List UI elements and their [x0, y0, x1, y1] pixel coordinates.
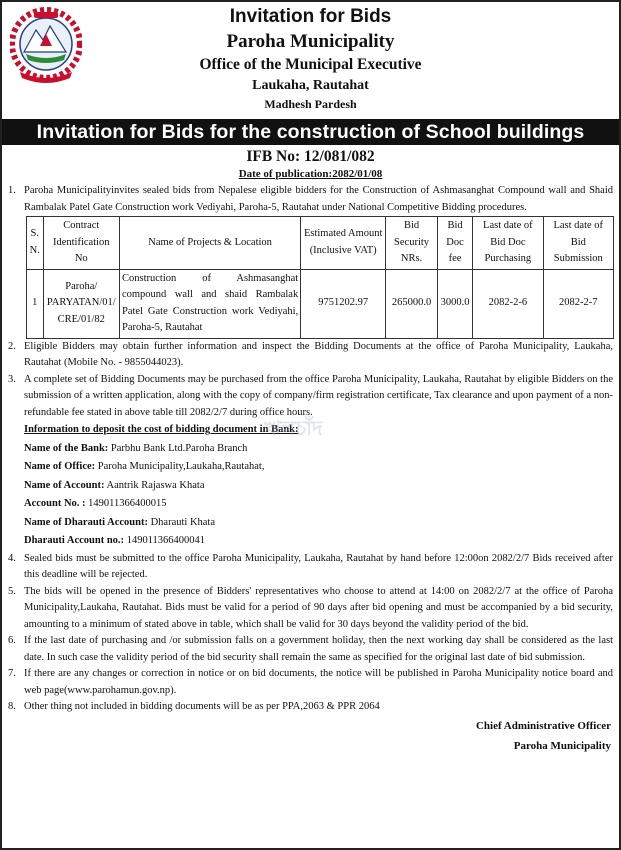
- table-header-row: [27, 217, 614, 270]
- item-text: The bids will be opened in the presence of Bidders' representatives who choose to attend at 14:00 on 2082/2/7 at the office of Paroha Municipality,Laukaha, Rautahat. Bids must be valid for a period of 90 days after bid opening and must be accompanied by a bid security, amounting to a minimum of stated above in table, which shall be valid for 30 days beyond the validity period of the bid.: [24, 585, 613, 630]
- bank-row: [24, 495, 613, 514]
- province-name: Madhesh Pardesh: [264, 97, 357, 111]
- bank-row: [24, 440, 613, 459]
- bank-value: Aantrik Rajaswa Khata: [106, 479, 205, 491]
- notice-body: [2, 181, 619, 756]
- table-header-cell: Last date of Bid Doc Purchasing: [473, 217, 543, 270]
- bank-information: [8, 421, 613, 551]
- signatory-title: Chief Administrative Officer: [475, 719, 611, 732]
- item-text: Sealed bids must be submitted to the office Paroha Municipality, Laukaha, Rautahat by hand before 12:00on 2082/2/7 Bids received after this deadline will be rejected.: [24, 552, 613, 580]
- table-cell: Paroha/ PARYATAN/01/ CRE/01/82: [43, 269, 119, 338]
- item-text: Eligible Bidders may obtain further information and inspect the Bidding Documents at the office of Paroha Municipality, Laukaha, Rautahat (Mobile No. - 9855044023).: [24, 340, 613, 368]
- bank-row: [24, 514, 613, 533]
- table-row: [27, 269, 614, 338]
- list-item: [8, 183, 613, 216]
- item-number: 4.: [8, 552, 16, 564]
- ifb-number: IFB No: 12/081/082: [246, 148, 375, 165]
- bank-value: 149011366400015: [88, 498, 167, 509]
- bank-label: Name of the Bank:: [24, 442, 109, 454]
- list-item: [8, 633, 613, 666]
- table-header-cell: Name of Projects & Location: [119, 217, 300, 270]
- government-emblem-icon: [10, 4, 82, 84]
- item-number: 7.: [8, 668, 16, 679]
- bank-label: Name of Account:: [24, 479, 105, 491]
- item-text: If the last date of purchasing and /or submission falls on a government holiday, then the next working day shall be considered as the last date. In such case the validity period of the bid security shall remain the same as specified for the original last date of bid submission.: [24, 635, 613, 663]
- bank-row: [24, 458, 613, 477]
- organization-name: Paroha Municipality: [226, 31, 395, 52]
- table-header-cell: Last date of Bid Submission: [543, 217, 613, 270]
- table-header-cell: Bid Doc fee: [437, 217, 472, 270]
- table-cell: Construction of Ashmasanghat compound wall and shaid Rambalak Patel Gate Construction work Vediyahi, Paroha-5, Rautahat: [119, 269, 300, 338]
- item-number: 5.: [8, 585, 16, 597]
- table-header-cell: Estimated Amount (Inclusive VAT): [301, 217, 386, 270]
- bid-table: [26, 216, 614, 339]
- list-item: [8, 372, 613, 422]
- table-cell: 2082-2-7: [543, 269, 613, 338]
- item-text: If there are any changes or correction in notice or on bid documents, the notice will be published in Paroha Municipality notice board and web page(www.parohamun.gov.np).: [24, 668, 613, 696]
- watermark: ঋলচাঁদ: [264, 416, 323, 440]
- list-item: [8, 584, 613, 634]
- office-name: Office of the Municipal Executive: [199, 56, 422, 73]
- list-item: [8, 339, 613, 372]
- bank-value: Dharauti Khata: [150, 516, 216, 528]
- bank-value: Parbhu Bank Ltd.Paroha Branch: [110, 442, 248, 454]
- office-location: Laukaha, Rautahat: [252, 78, 369, 93]
- bank-value: 149011366400041: [126, 535, 206, 546]
- bank-label: Name of Dharauti Account:: [24, 516, 148, 528]
- item-number: 1.: [8, 185, 16, 196]
- item-number: 6.: [8, 635, 16, 646]
- item-text: Paroha Municipalityinvites sealed bids from Nepalese eligible bidders for the Construction of Ashmasanghat Compound wall and Shaid Rambalak Patel Gate Construction work Vediyahi, Paroha-5, Rautahat under National Competitive Bidding procedures.: [24, 185, 613, 213]
- table-cell: 265000.0: [386, 269, 438, 338]
- table-header-cell: S. N.: [27, 217, 44, 270]
- table-cell: 3000.0: [437, 269, 472, 338]
- item-number: 2.: [8, 340, 16, 352]
- table-cell: 2082-2-6: [473, 269, 543, 338]
- table-cell: 1: [27, 269, 44, 338]
- item-number: 3.: [8, 373, 16, 385]
- bank-label: Dharauti Account no.:: [24, 535, 125, 546]
- bank-label: Account No. :: [24, 498, 86, 509]
- bank-row: [24, 532, 613, 551]
- list-item: [8, 666, 613, 699]
- notice-title: Invitation for Bids: [229, 6, 392, 27]
- list-item: [8, 551, 613, 584]
- publication-date: Date of publication:2082/01/08: [238, 168, 383, 180]
- notice-banner: Invitation for Bids for the construction of School buildings: [2, 119, 619, 145]
- signature-block: [8, 716, 613, 756]
- list-item: [8, 699, 613, 716]
- signatory-org: Paroha Municipality: [513, 739, 611, 752]
- table-cell: 9751202.97: [301, 269, 386, 338]
- item-text: Other thing not included in bidding documents will be as per PPA,2063 & PPR 2064: [24, 701, 380, 712]
- item-number: 8.: [8, 701, 16, 712]
- bank-value: Paroha Municipality,Laukaha,Rautahat,: [97, 461, 265, 472]
- bank-row: [24, 477, 613, 496]
- item-text: A complete set of Bidding Documents may be purchased from the office Paroha Municipality, Laukaha, Rautahat by eligible Bidders on the submission of a written application, along with the copy of company/firm registration certificate, Tax clearance and upon payment of a non-refundable fee stated in above table till 2082/2/7 during office hours.: [24, 373, 613, 418]
- bank-info-heading: Information to deposit the cost of bidding document in Bank:: [24, 424, 299, 435]
- notice-header: [2, 2, 619, 119]
- table-header-cell: Contract Identification No: [43, 217, 119, 270]
- bank-label: Name of Office:: [24, 461, 96, 472]
- table-header-cell: Bid Security NRs.: [386, 217, 438, 270]
